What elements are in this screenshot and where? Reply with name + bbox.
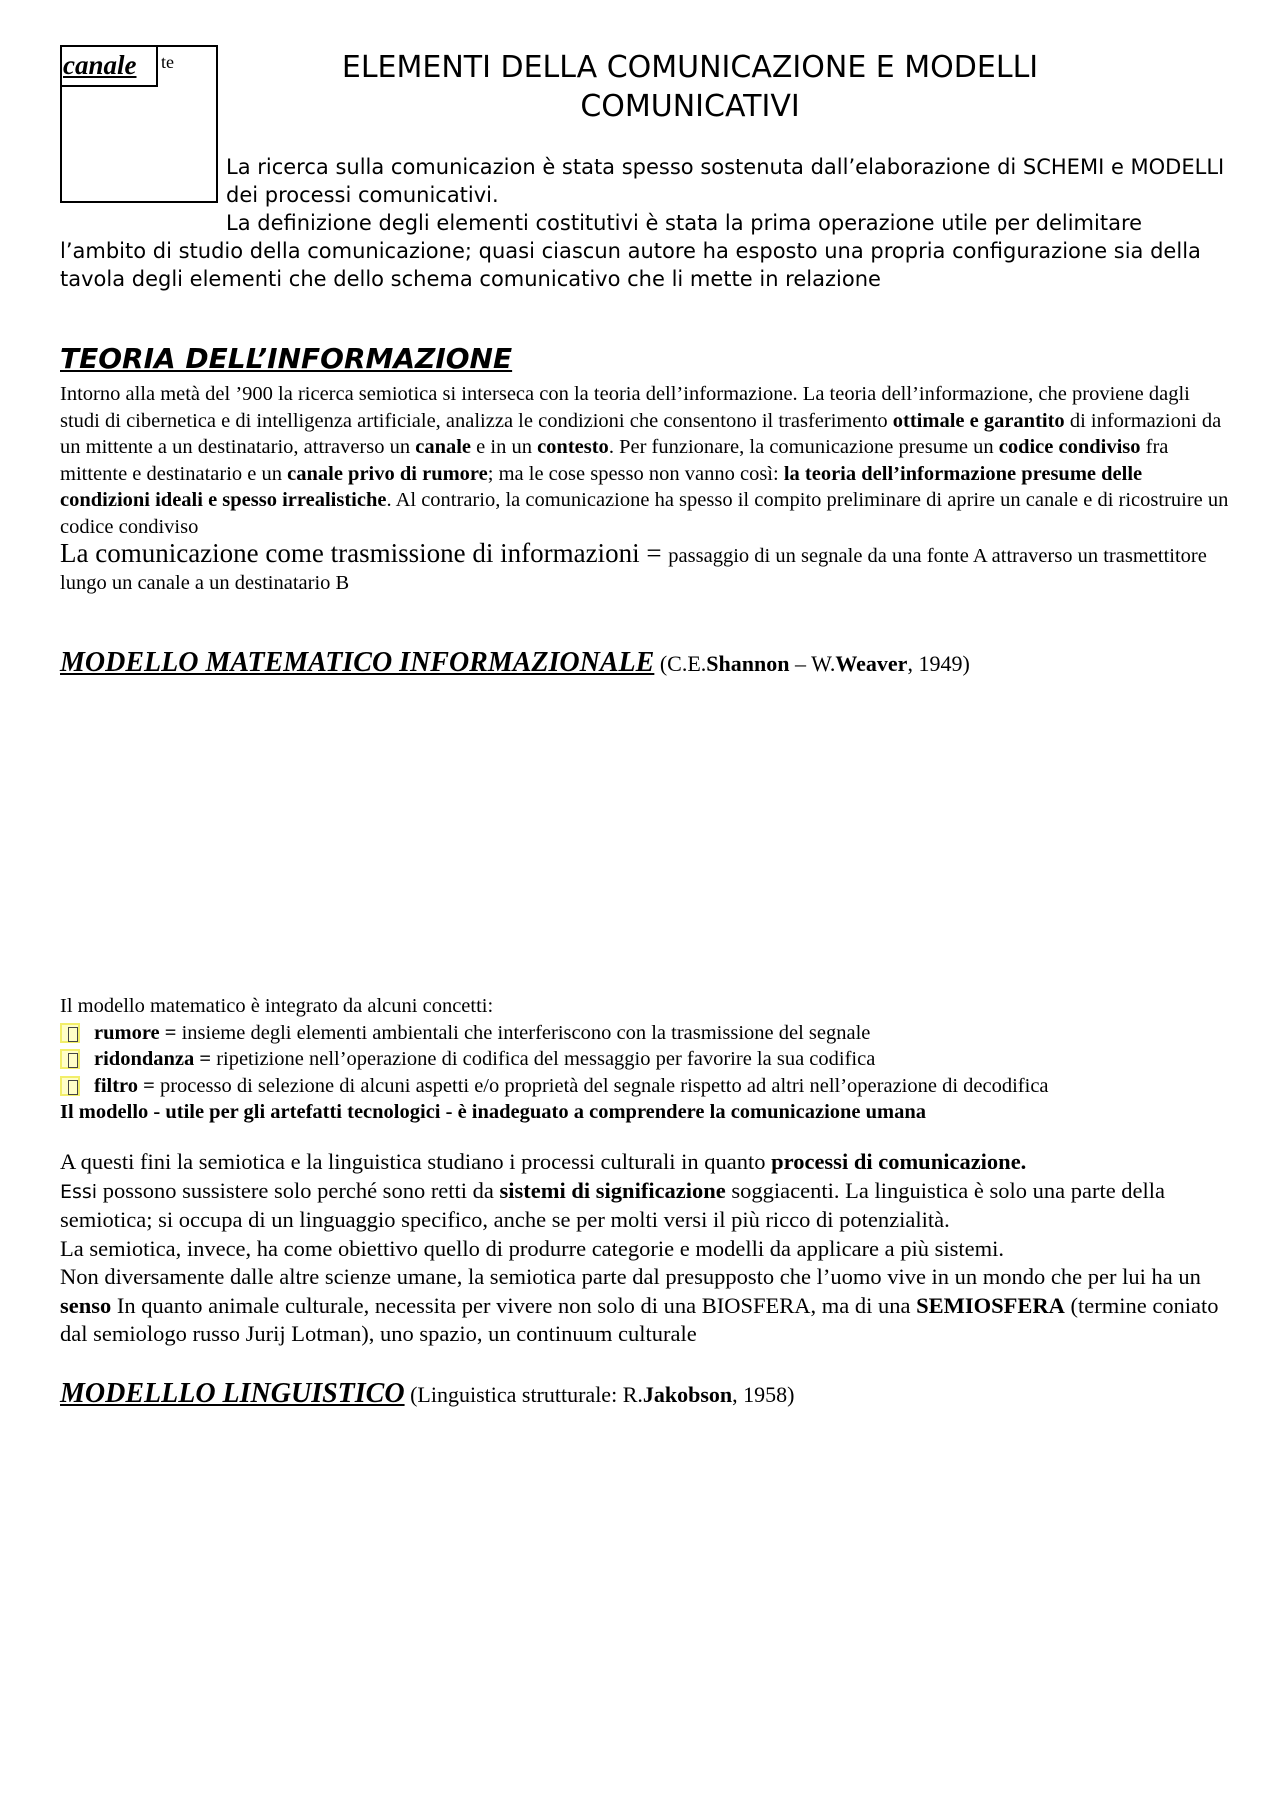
- checkbox-bullet-icon: [60, 1049, 80, 1069]
- title-line-2: COMUNICATIVI: [580, 89, 800, 124]
- page-title: [230, 48, 1150, 126]
- mm-paren-open: (C.E.: [654, 651, 707, 676]
- intro-paragraphs: [60, 153, 1230, 293]
- concetto-desc: insieme degli elementi ambientali che interferiscono con la trasmissione del segnale: [176, 1021, 871, 1044]
- semiotica-s7-text: (termine coniato dal semiologo russo Jurij Lotman), uno spazio, un continuum culturale: [60, 1292, 1219, 1346]
- ml-paren-open: (Linguistica strutturale: R.: [404, 1382, 643, 1407]
- teoria-b4: codice condiviso: [998, 436, 1141, 458]
- semiotica-s4: La semiotica, invece, ha come obiettivo quello di produrre categorie e modelli da applicare a più sistemi.: [60, 1235, 1005, 1261]
- semiotica-section: [60, 1148, 1240, 1349]
- semiotica-s2-essi: Essi: [60, 1180, 98, 1203]
- canale-label: canale: [63, 50, 137, 80]
- checkbox-bullet-icon: [60, 1076, 80, 1096]
- semiotica-s6-text: In quanto animale culturale, necessita per vivere non solo di una BIOSFERA, ma di una: [111, 1292, 917, 1318]
- teoria-t7: . Al contrario, la comunicazione ha spesso il compito preliminare di aprire un canale e di ricostruire un codice condiviso: [60, 489, 1229, 538]
- teoria-t1: Intorno alla metà del ’900 la ricerca semiotica si interseca con la teoria dell’informazione. La teoria dell’informazione, che proviene dagli studi di cibernetica e di intelligenza artificiale, analizza le condizioni che consentono il trasferimento: [60, 383, 1190, 432]
- teoria-body: [60, 381, 1230, 596]
- teoria-t6: ; ma le cose spesso non vanno così:: [487, 462, 784, 485]
- teoria-t5: fra mittente e destinatario e un: [60, 436, 1169, 485]
- mm-author2: Weaver: [835, 651, 908, 676]
- mm-year: , 1949): [907, 651, 970, 676]
- teoria-t3: e in un: [471, 436, 538, 458]
- semiotica-s6-bold: SEMIOSFERA: [916, 1292, 1065, 1318]
- teoria-b1: ottimale e garantito: [892, 409, 1065, 432]
- teoria-definition: [60, 540, 1230, 596]
- conclusion-text: Il modello - utile per gli artefatti tecnologici - è inadeguato a comprendere la comunicazione umana: [60, 1101, 927, 1123]
- intro-p2-rest: delimitare l’ambito di studio della comunicazione; quasi ciascun autore ha esposto una propria configurazione sia della tavola degli elementi che dello schema comunicativo che li mette in relazione: [60, 211, 1201, 291]
- teoria-t4: . Per funzionare, la comunicazione presume un: [608, 436, 999, 458]
- concetto-term: rumore =: [94, 1021, 177, 1044]
- modello-matematico-heading: [60, 647, 970, 679]
- canale-suffix: te: [161, 52, 174, 72]
- concetto-term: filtro =: [94, 1074, 155, 1097]
- modello-linguistico-heading: [60, 1378, 794, 1410]
- intro-p2-first: La definizione degli elementi costitutivi è stata la prima operazione utile per: [226, 211, 1029, 235]
- teoria-paragraph: [60, 381, 1230, 540]
- semiotica-s3-text: soggiacenti. La linguistica è solo una parte della semiotica; si occupa di un linguaggio specifico, anche se per molti versi il più ricco di potenzialità.: [60, 1177, 1166, 1232]
- semiotica-s1-bold: processi di comunicazione.: [771, 1149, 1027, 1174]
- modello-linguistico-title: MODELLLO LINGUISTICO: [60, 1378, 405, 1409]
- title-line-1: ELEMENTI DELLA COMUNICAZIONE E MODELLI: [341, 50, 1039, 85]
- ml-author: Jakobson: [642, 1382, 733, 1407]
- definition-rest: passaggio di un segnale da una fonte A attraverso un trasmettitore lungo un canale a un destinatario B: [60, 545, 1207, 594]
- semiotica-s5-bold: senso: [60, 1292, 112, 1318]
- semiotica-s2-text: possono sussistere solo perché sono retti da: [97, 1177, 500, 1203]
- intro-p2: [60, 209, 1230, 293]
- semiotica-s2-bold: sistemi di significazione: [499, 1177, 726, 1203]
- intro-p1: La ricerca sulla comunicazion è stata spesso sostenuta dall’elaborazione di SCHEMI e MODELLI dei processi comunicativi.: [226, 155, 1225, 207]
- teoria-heading: TEORIA DELL’INFORMAZIONE: [60, 342, 513, 375]
- semiotica-s1-text: A questi fini la semiotica e la linguistica studiano i processi culturali in quanto: [60, 1149, 772, 1174]
- concetto-term: ridondanza =: [94, 1048, 212, 1070]
- teoria-b6: la teoria dell’informazione presume delle condizioni ideali e spesso irrealistiche: [60, 462, 1143, 511]
- teoria-b2: canale: [415, 436, 472, 458]
- checkbox-bullet-icon: [60, 1023, 80, 1043]
- list-item: [60, 1046, 1230, 1073]
- concetti-intro: Il modello matematico è integrato da alcuni concetti:: [60, 995, 494, 1017]
- semiotica-s5: [60, 1263, 1240, 1349]
- list-item: [60, 1073, 1230, 1100]
- semiotica-s5-text: Non diversamente dalle altre scienze umane, la semiotica parte dal presupposto che l’uomo vive in un mondo che per lui ha un: [60, 1264, 1201, 1289]
- concetti-conclusion: [60, 1099, 1230, 1126]
- teoria-b5: canale privo di rumore: [287, 462, 488, 485]
- ml-year: , 1958): [732, 1382, 795, 1407]
- mm-dash: – W.: [789, 651, 836, 676]
- concetti-section: [60, 993, 1230, 1126]
- definition-big: La comunicazione come trasmissione di informazioni =: [60, 538, 669, 568]
- teoria-t2: di informazioni da un mittente a un destinatario, attraverso un: [60, 409, 1222, 458]
- mm-author1: Shannon: [706, 651, 790, 676]
- teoria-b3: contesto: [537, 436, 609, 458]
- concetto-desc: ripetizione nell’operazione di codifica del messaggio per favorire la sua codifica: [211, 1048, 876, 1070]
- modello-matematico-title: MODELLO MATEMATICO INFORMAZIONALE: [60, 647, 655, 678]
- semiotica-s1: [60, 1148, 1240, 1177]
- concetto-desc: processo di selezione di alcuni aspetti e/o proprietà del segnale rispetto ad altri nell’operazione di decodifica: [154, 1074, 1049, 1097]
- list-item: [60, 1020, 1230, 1047]
- semiotica-s2: [60, 1177, 1240, 1235]
